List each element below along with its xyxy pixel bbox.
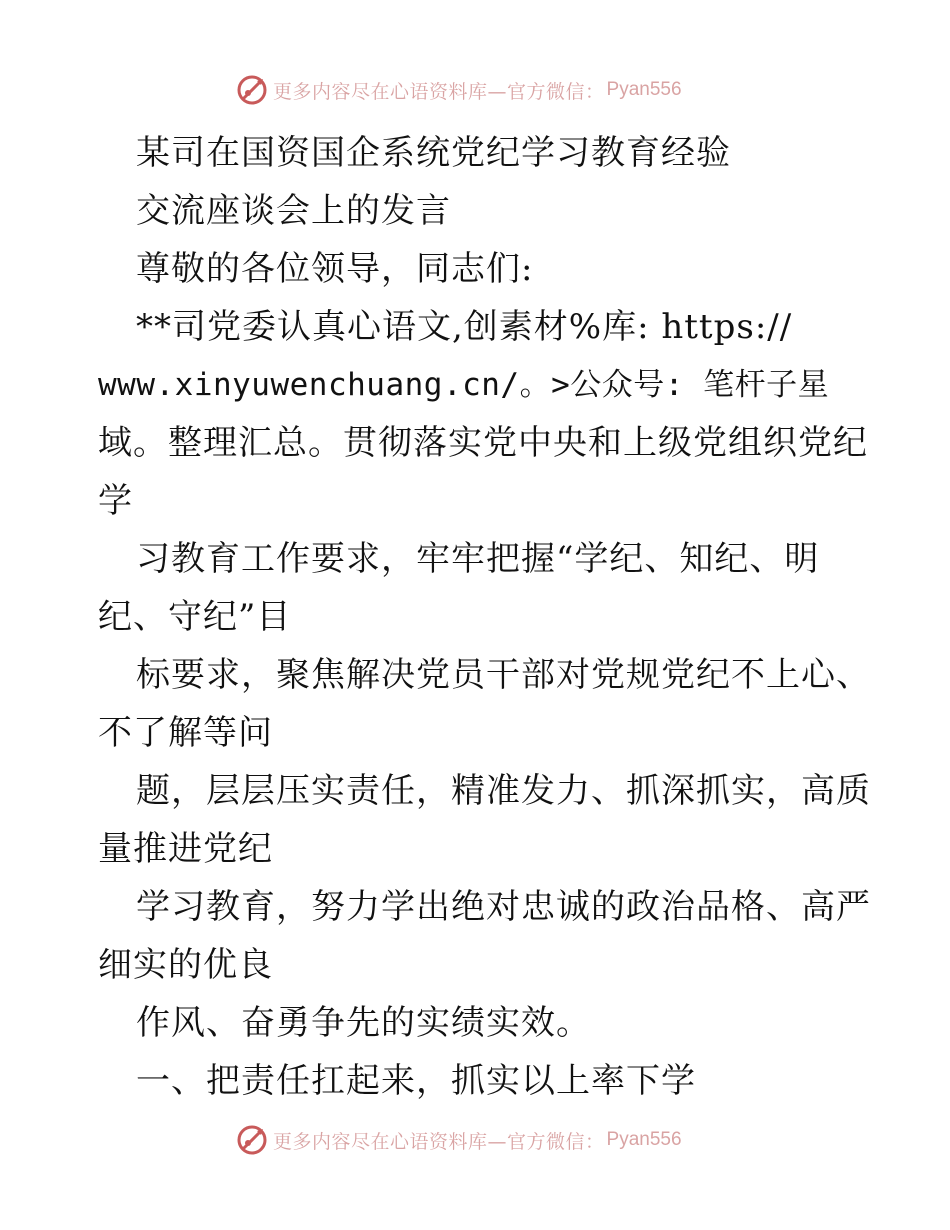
paragraph-line: 量推进党纪 [98, 829, 273, 869]
section-heading: 一、把责任扛起来，抓实以上率下学 [136, 1061, 696, 1101]
quill-seal-icon [235, 1123, 269, 1157]
paragraph-line: 纪、守纪”目 [98, 597, 292, 637]
banner-text: 更多内容尽在心语资料库—官方微信： [273, 1130, 605, 1153]
paragraph-line: 域。整理汇总。贯彻落实党中央和上级党组织党纪 [98, 423, 868, 463]
paragraph-line: 细实的优良 [98, 945, 273, 985]
banner-wechat-id: Pyan556 [606, 1129, 682, 1150]
paragraph-line: **司党委认真心语文,创素材%库: https:// [136, 307, 793, 347]
header-banner [235, 72, 682, 108]
paragraph-line: 不了解等问 [98, 713, 273, 753]
quill-seal-icon [235, 73, 269, 107]
document-title-line-2: 交流座谈会上的发言 [136, 191, 451, 231]
paragraph-line: 学习教育，努力学出绝对忠诚的政治品格、高严 [136, 887, 871, 927]
paragraph-line: 题，层层压实责任，精准发力、抓深抓实，高质 [136, 771, 871, 811]
footer-banner [235, 1122, 682, 1158]
salutation: 尊敬的各位领导，同志们: [136, 249, 534, 289]
document-title-line-1: 某司在国资国企系统党纪学习教育经验 [136, 133, 731, 173]
paragraph-line-url: www.xinyuwenchuang.cn/。>公众号: 笔杆子星 [98, 367, 830, 403]
document-body [98, 124, 871, 1110]
paragraph-line: 学 [98, 481, 133, 521]
banner-text: 更多内容尽在心语资料库—官方微信： [273, 80, 605, 103]
paragraph-line: 习教育工作要求，牢牢把握“学纪、知纪、明 [136, 539, 820, 579]
banner-wechat-id: Pyan556 [606, 79, 682, 100]
paragraph-line: 标要求，聚焦解决党员干部对党规党纪不上心、 [136, 655, 871, 695]
paragraph-line: 作风、奋勇争先的实绩实效。 [136, 1003, 591, 1043]
